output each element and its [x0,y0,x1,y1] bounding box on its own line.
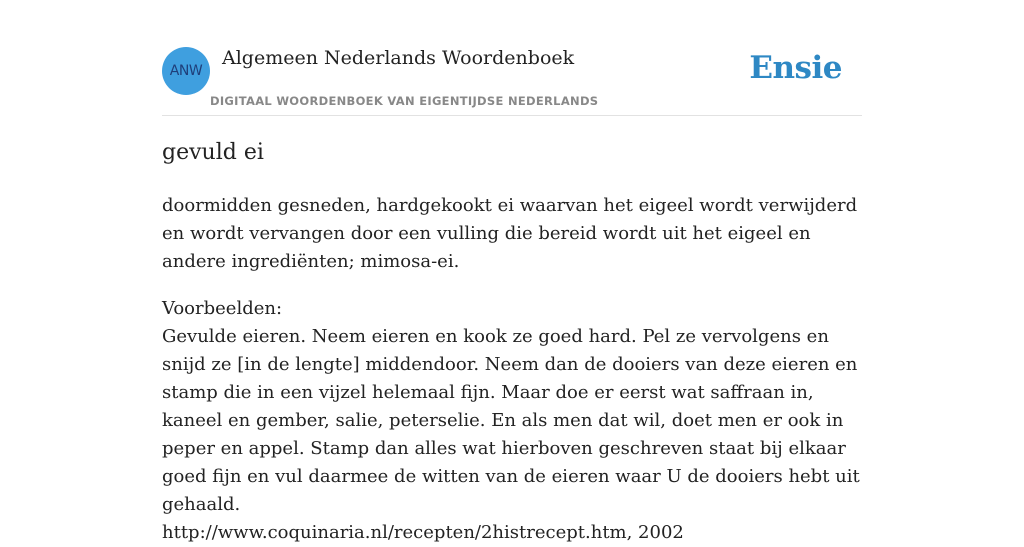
source-title[interactable]: Algemeen Nederlands Woordenboek [222,47,575,69]
example-source: http://www.coquinaria.nl/recepten/2histrecept.htm, 2002 [162,522,684,543]
example-text: Gevulde eieren. Neem eieren en kook ze goed hard. Pel ze vervolgens en snijd ze [in de lengte] middendoor. Neem dan de dooiers van deze eieren en stamp die in een vijzel helemaal fijn. Maar doe er eerst wat saffraan in, kaneel en gember, salie, peterselie. En als men dat wil, doet men er ook in peper en appel. Stamp dan alles wat hierboven geschreven staat bij elkaar goed fijn en vul daarmee de witten van de eieren waar U de dooiers hebt uit gehaald. [162,326,860,515]
examples-section [162,295,862,547]
source-subtitle: DIGITAAL WOORDENBOEK VAN EIGENTIJDSE NEDERLANDS [210,94,599,108]
header [162,40,862,116]
anw-logo[interactable]: ANW [162,47,210,95]
ensie-logo[interactable]: Ensie [749,50,842,86]
examples-label: Voorbeelden: [162,298,283,319]
page-title: gevuld ei [162,140,264,165]
definition-text: doormidden gesneden, hardgekookt ei waarvan het eigeel wordt verwijderd en wordt vervangen door een vulling die bereid wordt uit het eigeel en andere ingrediënten; mimosa-ei. [162,195,858,272]
entry-card [162,40,862,543]
